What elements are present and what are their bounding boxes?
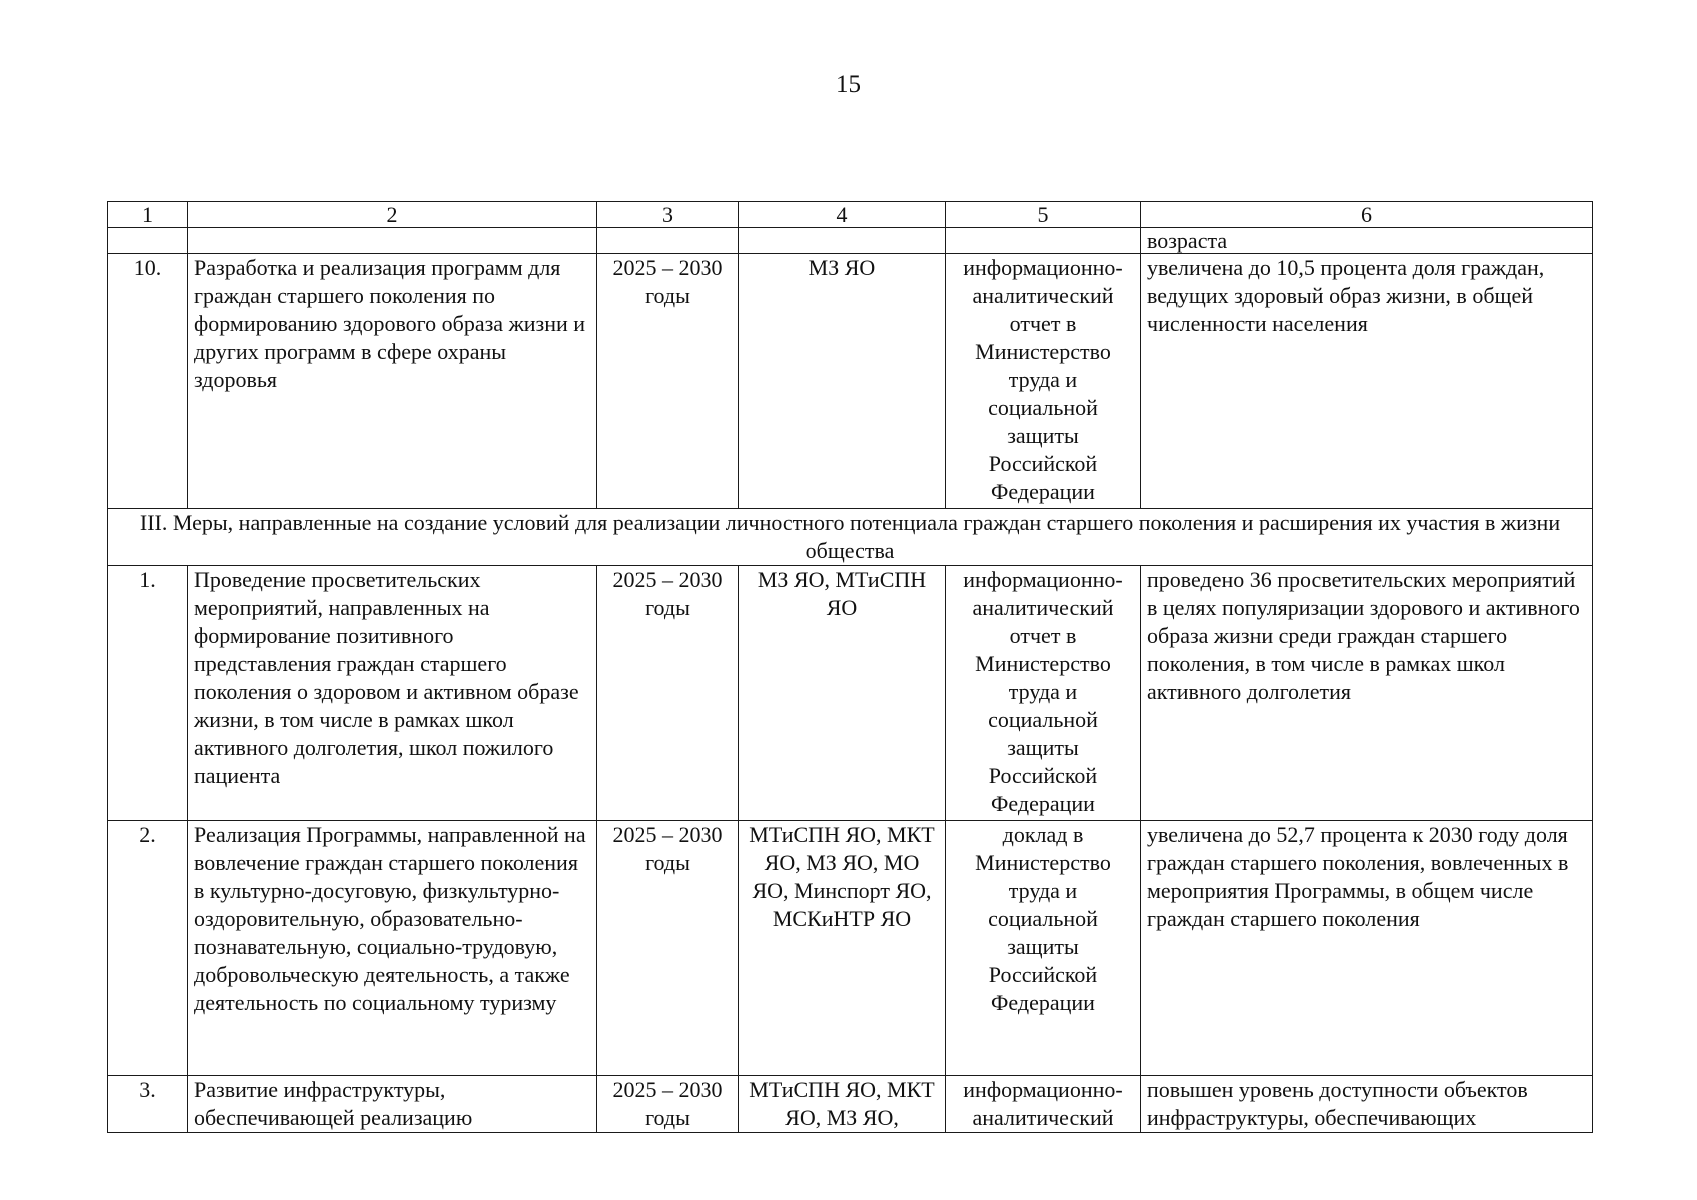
- period-cell: 2025 – 2030 годы: [597, 1076, 739, 1133]
- column-header: 3: [597, 202, 739, 228]
- table-cell: [188, 228, 597, 254]
- period-cell: 2025 – 2030 годы: [597, 254, 739, 509]
- result-cell: увеличена до 52,7 процента к 2030 году доля граждан старшего поколения, вовлеченных в мероприятия Программы, в общем числе граждан старшего поколения: [1141, 821, 1593, 1076]
- measure-name-cell: Разработка и реализация программ для граждан старшего поколения по формированию здорового образа жизни и других программ в сфере охраны здоровья: [188, 254, 597, 509]
- table-row: [108, 821, 1593, 1076]
- column-number-header-row: [108, 202, 1593, 228]
- report-form-cell: информационно-аналитический отчет в Министерство труда и социальной защиты Российской Федерации: [946, 566, 1141, 821]
- measures-table: [107, 201, 1593, 1133]
- row-number-cell: 3.: [108, 1076, 188, 1133]
- measure-name-cell: Реализация Программы, направленной на вовлечение граждан старшего поколения в культурно-досуговую, физкультурно-оздоровительную, образовательно-познавательную, социально-трудовую, добровольческую деятельность, а также деятельность по социальному туризму: [188, 821, 597, 1076]
- table-row: [108, 254, 1593, 509]
- column-header: 5: [946, 202, 1141, 228]
- row-number-cell: 1.: [108, 566, 188, 821]
- result-cell: повышен уровень доступности объектов инфраструктуры, обеспечивающих: [1141, 1076, 1593, 1133]
- period-cell: 2025 – 2030 годы: [597, 566, 739, 821]
- table-cell: [946, 228, 1141, 254]
- result-cell: проведено 36 просветительских мероприятий в целях популяризации здорового и активного образа жизни среди граждан старшего поколения, в том числе в рамках школ активного долголетия: [1141, 566, 1593, 821]
- executor-cell: МТиСПН ЯО, МКТ ЯО, МЗ ЯО,: [739, 1076, 946, 1133]
- result-cell: увеличена до 10,5 процента доля граждан, ведущих здоровый образ жизни, в общей численности населения: [1141, 254, 1593, 509]
- report-form-cell: информационно-аналитический: [946, 1076, 1141, 1133]
- continuation-row: [108, 228, 1593, 254]
- row-number-cell: 2.: [108, 821, 188, 1076]
- table-row: [108, 1076, 1593, 1133]
- column-header: 4: [739, 202, 946, 228]
- executor-cell: МЗ ЯО, МТиСПН ЯО: [739, 566, 946, 821]
- measure-name-cell: Проведение просветительских мероприятий, направленных на формирование позитивного представления граждан старшего поколения о здоровом и активном образе жизни, в том числе в рамках школ активного долголетия, школ пожилого пациента: [188, 566, 597, 821]
- report-form-cell: доклад в Министерство труда и социальной защиты Российской Федерации: [946, 821, 1141, 1076]
- column-header: 1: [108, 202, 188, 228]
- column-header: 2: [188, 202, 597, 228]
- measure-name-cell: Развитие инфраструктуры, обеспечивающей реализацию: [188, 1076, 597, 1133]
- column-header: 6: [1141, 202, 1593, 228]
- executor-cell: МТиСПН ЯО, МКТ ЯО, МЗ ЯО, МО ЯО, Минспорт ЯО, МСКиНТР ЯО: [739, 821, 946, 1076]
- row-number-cell: 10.: [108, 254, 188, 509]
- table-row: [108, 566, 1593, 821]
- executor-cell: МЗ ЯО: [739, 254, 946, 509]
- table-cell: [739, 228, 946, 254]
- result-cell: возраста: [1141, 228, 1593, 254]
- page-number: 15: [836, 71, 861, 98]
- period-cell: 2025 – 2030 годы: [597, 821, 739, 1076]
- section-heading-row: [108, 509, 1593, 566]
- table-cell: [108, 228, 188, 254]
- table-cell: [597, 228, 739, 254]
- section-title: III. Меры, направленные на создание условий для реализации личностного потенциала граждан старшего поколения и расширения их участия в жизни общества: [108, 509, 1593, 566]
- report-form-cell: информационно-аналитический отчет в Министерство труда и социальной защиты Российской Федерации: [946, 254, 1141, 509]
